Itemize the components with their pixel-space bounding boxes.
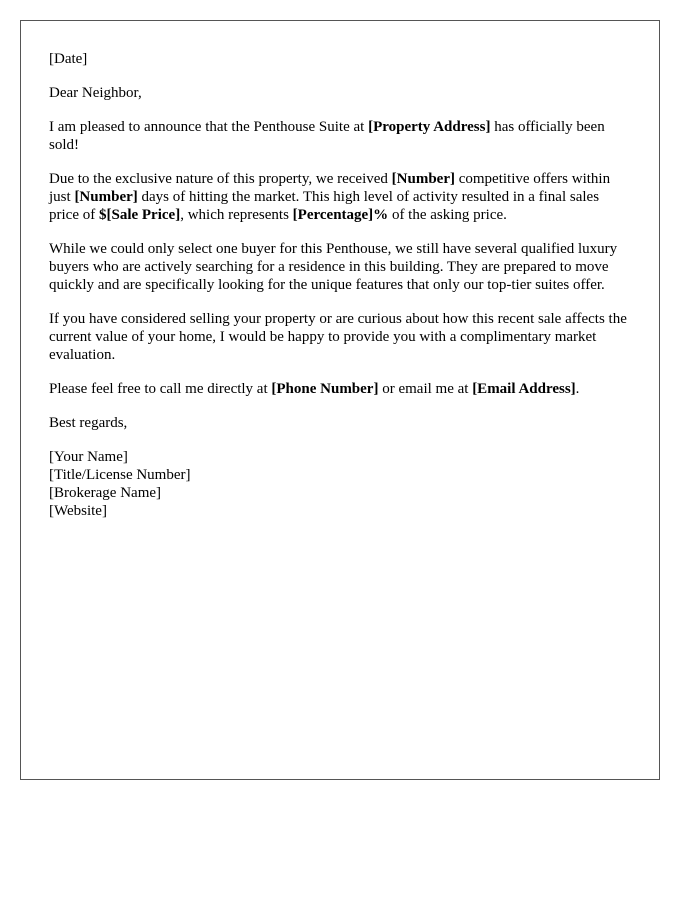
letter-date: [Date] — [49, 51, 88, 67]
sale-price-placeholder: $[Sale Price] — [98, 207, 181, 223]
buyers-paragraph: While we could only select one buyer for this Penthouse, we still have several qualified luxury buyers who are actively searching for a residence in this building. They are prepared to move quickly and are specifically looking for the unique features that only our top-tier suites offer. — [49, 241, 618, 293]
text-span: days of hitting the market. This high level of activity resulted in a final sales price of — [49, 189, 600, 223]
text-span: has officially been sold! — [49, 119, 605, 153]
signature-block — [49, 448, 631, 520]
announcement-paragraph — [49, 118, 631, 154]
signature-brokerage: [Brokerage Name] — [49, 485, 162, 501]
text-span: Please feel free to call me directly at — [49, 381, 272, 397]
signature-title: [Title/License Number] — [49, 467, 191, 483]
email-address-placeholder: [Email Address] — [472, 381, 576, 397]
property-address-placeholder: [Property Address] — [368, 119, 491, 135]
letter-document — [20, 20, 660, 780]
signature-name: [Your Name] — [49, 449, 128, 465]
letter-closing: Best regards, — [49, 415, 128, 431]
percentage-placeholder: [Percentage]% — [292, 207, 389, 223]
text-span: Due to the exclusive nature of this property, we received — [49, 171, 392, 187]
offers-paragraph — [49, 170, 631, 224]
text-span: competitive offers within just — [49, 171, 611, 205]
text-span: , which represents — [180, 207, 293, 223]
days-count-placeholder: [Number] — [74, 189, 138, 205]
text-span: of the asking price. — [388, 207, 507, 223]
text-span: I am pleased to announce that the Penthouse Suite at — [49, 119, 369, 135]
signature-website: [Website] — [49, 503, 107, 519]
phone-number-placeholder: [Phone Number] — [271, 381, 379, 397]
offer-count-placeholder: [Number] — [391, 171, 455, 187]
letter-salutation: Dear Neighbor, — [49, 85, 142, 101]
contact-paragraph — [49, 380, 631, 398]
text-span: or email me at — [378, 381, 473, 397]
text-span: . — [575, 381, 580, 397]
evaluation-paragraph: If you have considered selling your property or are curious about how this recent sale affects the current value of your home, I would be happy to provide you with a complimentary market evaluation. — [49, 311, 627, 363]
